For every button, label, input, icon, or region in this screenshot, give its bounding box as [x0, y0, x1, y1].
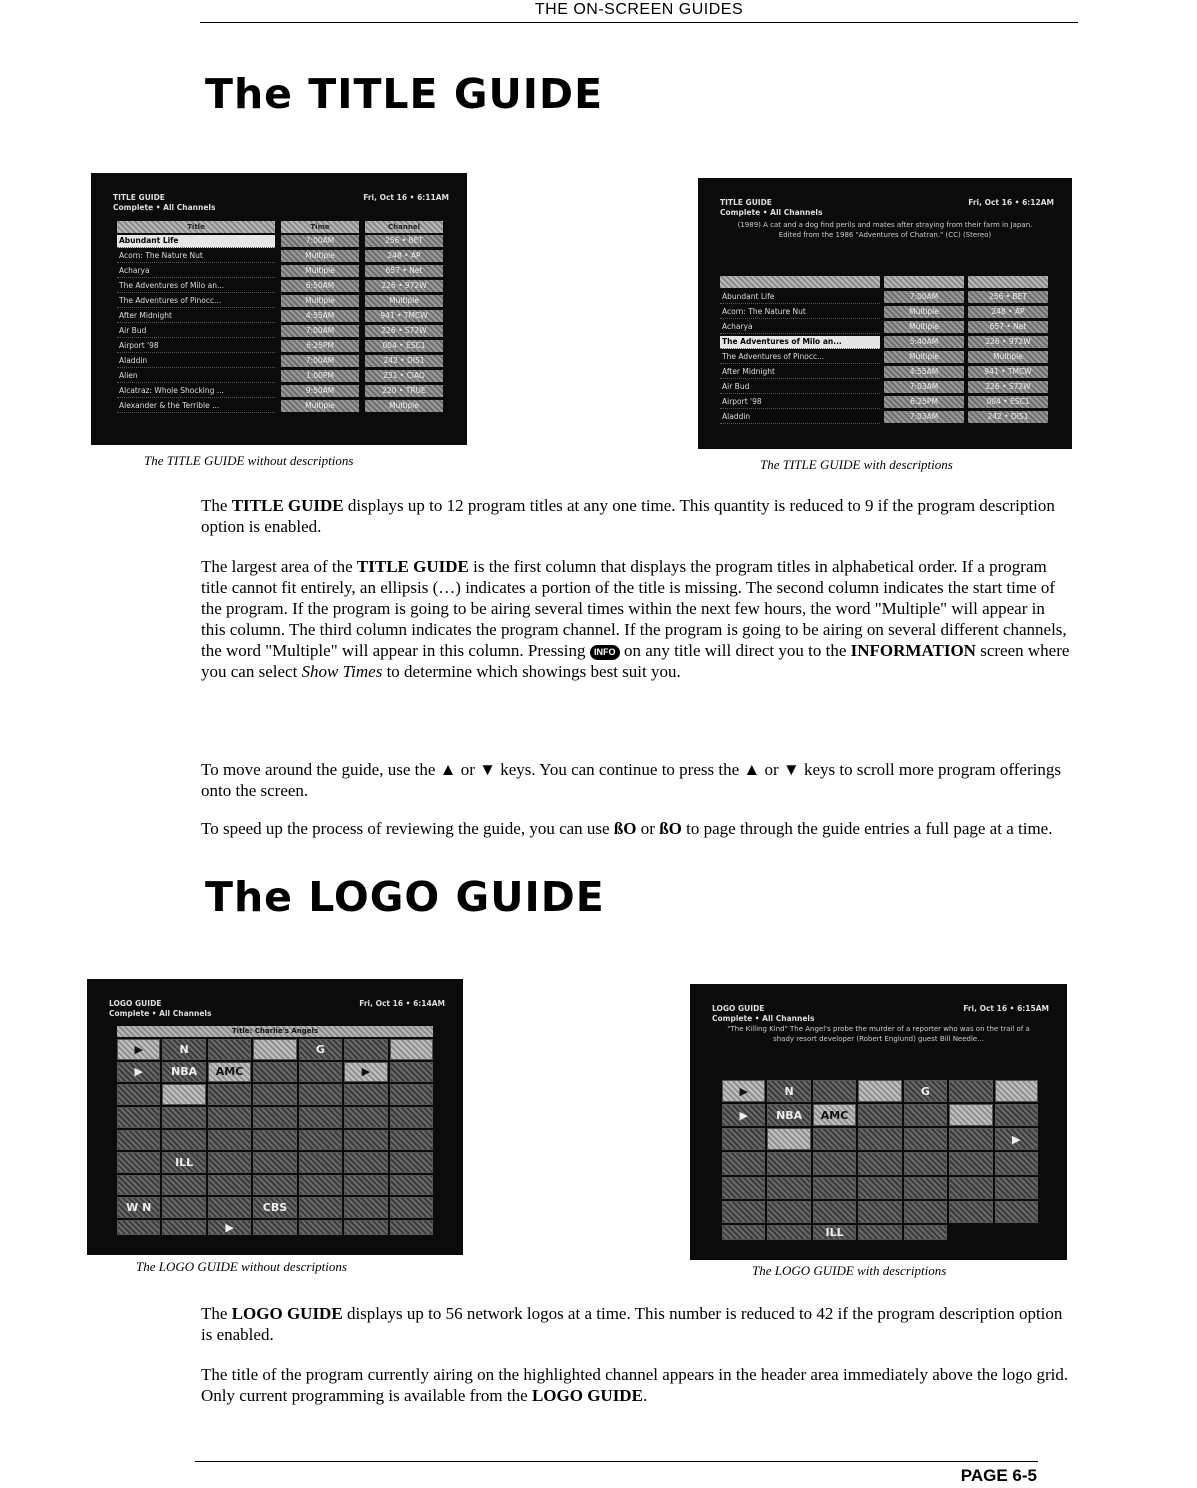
program-title-cell: After Midnight: [720, 366, 880, 379]
logo-guide-program-bar: Title: Charlie's Angels: [117, 1026, 433, 1037]
start-time-cell: 4:55AM: [281, 310, 359, 322]
network-logo-tile[interactable]: [390, 1152, 433, 1173]
guide-datetime: Fri, Oct 16 • 6:14AM: [359, 999, 445, 1008]
network-logo-tile[interactable]: [995, 1177, 1038, 1199]
network-logo-tile[interactable]: NBA: [767, 1104, 810, 1126]
network-logo-tile[interactable]: [253, 1107, 296, 1128]
network-logo-tile[interactable]: [208, 1175, 251, 1196]
network-logo-tile[interactable]: [949, 1080, 992, 1102]
channel-cell: 256 • BET: [968, 291, 1048, 303]
start-time-cell: 6:25PM: [884, 396, 964, 408]
caption-logo-with-desc: The LOGO GUIDE with descriptions: [752, 1263, 947, 1278]
network-logo-tile[interactable]: [162, 1130, 205, 1151]
program-title-cell: After Midnight: [117, 310, 275, 323]
network-logo-tile[interactable]: [253, 1130, 296, 1151]
network-logo-tile[interactable]: [344, 1107, 387, 1128]
program-title-cell: The Adventures of Milo an...: [720, 336, 880, 349]
table-row[interactable]: [698, 410, 1072, 424]
start-time-cell: 7:03AM: [884, 411, 964, 423]
channel-cell: 657 • Net: [365, 265, 443, 277]
network-logo-tile[interactable]: G: [299, 1039, 342, 1060]
network-logo-tile[interactable]: [299, 1062, 342, 1083]
network-logo-tile[interactable]: [208, 1197, 251, 1218]
logo-guide-screenshot-no-desc: [87, 979, 463, 1255]
network-logo-tile[interactable]: ▶: [995, 1128, 1038, 1150]
network-logo-tile[interactable]: [117, 1130, 160, 1151]
guide-subtitle: Complete • All Channels: [720, 208, 823, 217]
network-logo-tile[interactable]: [390, 1084, 433, 1105]
network-logo-tile[interactable]: [949, 1104, 992, 1126]
program-title-cell: Acharya: [720, 321, 880, 334]
network-logo-tile[interactable]: [208, 1084, 251, 1105]
network-logo-tile[interactable]: [299, 1152, 342, 1173]
network-logo-tile[interactable]: [858, 1177, 901, 1199]
network-logo-tile[interactable]: [767, 1225, 810, 1240]
channel-cell: 226 • 972W: [968, 336, 1048, 348]
channel-cell: 242 • DIS1: [968, 411, 1048, 423]
channel-cell: 220 • TRUE: [365, 385, 443, 397]
network-logo-tile[interactable]: [904, 1128, 947, 1150]
network-logo-tile[interactable]: [858, 1080, 901, 1102]
guide-title: LOGO GUIDE: [109, 999, 162, 1008]
network-logo-tile[interactable]: ▶: [344, 1062, 387, 1083]
guide-subtitle: Complete • All Channels: [109, 1009, 212, 1018]
paragraph-title-guide-4: To speed up the process of reviewing the guide, you can use ßO or ßO to page through the guide entries a full page at a time.: [201, 819, 1053, 838]
network-logo-tile[interactable]: [949, 1177, 992, 1199]
col-header-bar: [968, 276, 1048, 288]
network-logo-tile[interactable]: [722, 1128, 765, 1150]
network-logo-tile[interactable]: [767, 1201, 810, 1223]
table-row[interactable]: [91, 264, 467, 278]
up-arrow-icon: ▲: [439, 760, 457, 779]
paragraph-title-guide-3: To move around the guide, use the ▲ or ▼ keys. You can continue to press the ▲ or ▼ keys to scroll more program offerings onto the screen.: [201, 760, 1061, 800]
program-description: (1989) A cat and a dog find perils and mates after straying from their farm in Japan. Edited from the 1986 "Adventures of Chatran." (CC) (Stereo): [737, 221, 1033, 239]
network-logo-tile[interactable]: [722, 1177, 765, 1199]
network-logo-tile[interactable]: [162, 1175, 205, 1196]
start-time-cell: 7:00AM: [281, 355, 359, 367]
network-logo-tile[interactable]: [253, 1220, 296, 1235]
table-row[interactable]: [698, 365, 1072, 379]
network-logo-tile[interactable]: [162, 1084, 205, 1105]
program-title-cell: The Adventures of Milo an...: [117, 280, 275, 293]
channel-cell: 231 • CIAO: [365, 370, 443, 382]
page-down-key-icon: ßO: [659, 819, 682, 838]
start-time-cell: Multiple: [281, 250, 359, 262]
channel-cell: 004 • ESC1: [365, 340, 443, 352]
network-logo-tile[interactable]: [722, 1225, 765, 1240]
network-logo-tile[interactable]: [995, 1201, 1038, 1223]
network-logo-tile[interactable]: [858, 1128, 901, 1150]
network-logo-tile[interactable]: [344, 1152, 387, 1173]
network-logo-tile[interactable]: N: [767, 1080, 810, 1102]
network-logo-tile[interactable]: [995, 1104, 1038, 1126]
network-logo-tile[interactable]: [858, 1225, 901, 1240]
network-logo-tile[interactable]: [344, 1175, 387, 1196]
start-time-cell: 6:50AM: [281, 280, 359, 292]
network-logo-tile[interactable]: ▶: [208, 1220, 251, 1235]
program-title-cell: Alien: [117, 370, 275, 383]
program-title-cell: Aladdin: [720, 411, 880, 424]
program-title-cell: Abundant Life: [720, 291, 880, 304]
network-logo-tile[interactable]: [722, 1152, 765, 1174]
up-arrow-icon: ▲: [743, 760, 761, 779]
channel-cell: Multiple: [365, 295, 443, 307]
network-logo-tile[interactable]: [767, 1152, 810, 1174]
network-logo-tile[interactable]: [117, 1220, 160, 1235]
network-logo-tile[interactable]: [344, 1220, 387, 1235]
col-header-bar: [884, 276, 964, 288]
paragraph-logo-guide-2: The title of the program currently airing on the highlighted channel appears in the header area immediately above the logo grid. Only current programming is available from the LOGO GUIDE.: [201, 1365, 1069, 1405]
guide-title: LOGO GUIDE: [712, 1004, 765, 1013]
network-logo-tile[interactable]: [767, 1128, 810, 1150]
table-row[interactable]: [698, 350, 1072, 364]
table-row[interactable]: [91, 354, 467, 368]
network-logo-tile[interactable]: ▶: [117, 1039, 160, 1060]
network-logo-tile[interactable]: N: [162, 1039, 205, 1060]
network-logo-tile[interactable]: [390, 1062, 433, 1083]
table-row[interactable]: [91, 294, 467, 308]
running-header: THE ON-SCREEN GUIDES: [200, 0, 1078, 23]
program-title-cell: Alcatraz: Whole Shocking ...: [117, 385, 275, 398]
network-logo-tile[interactable]: [390, 1039, 433, 1060]
footer-rule: [195, 1461, 1038, 1462]
program-title-cell: Acorn: The Nature Nut: [720, 306, 880, 319]
title-guide-heading: The TITLE GUIDE: [205, 70, 604, 118]
network-logo-tile[interactable]: [299, 1130, 342, 1151]
network-logo-tile[interactable]: [117, 1152, 160, 1173]
program-title-cell: Abundant Life: [117, 235, 275, 248]
table-row[interactable]: [698, 290, 1072, 304]
network-logo-tile[interactable]: [344, 1197, 387, 1218]
start-time-cell: Multiple: [884, 351, 964, 363]
network-logo-tile[interactable]: ▶: [722, 1104, 765, 1126]
network-logo-tile[interactable]: [904, 1177, 947, 1199]
guide-subtitle: Complete • All Channels: [113, 203, 216, 212]
start-time-cell: Multiple: [884, 321, 964, 333]
network-logo-tile[interactable]: [813, 1201, 856, 1223]
program-title-cell: Acharya: [117, 265, 275, 278]
start-time-cell: 7:00AM: [884, 291, 964, 303]
logo-guide-heading: The LOGO GUIDE: [205, 873, 605, 921]
network-logo-tile[interactable]: ▶: [722, 1080, 765, 1102]
network-logo-tile[interactable]: [390, 1107, 433, 1128]
channel-cell: 226 • 972W: [365, 280, 443, 292]
channel-cell: Multiple: [365, 400, 443, 412]
table-row[interactable]: [91, 399, 467, 413]
paragraph-title-guide-1: The TITLE GUIDE displays up to 12 program titles at any one time. This quantity is reduced to 9 if the program description option is enabled.: [201, 496, 1055, 536]
network-logo-tile[interactable]: [949, 1201, 992, 1223]
network-logo-tile[interactable]: CBS: [253, 1197, 296, 1218]
network-logo-tile[interactable]: [949, 1128, 992, 1150]
network-logo-tile[interactable]: W N: [117, 1197, 160, 1218]
paragraph-logo-guide-1: The LOGO GUIDE displays up to 56 network logos at a time. This number is reduced to 42 if the program description option is enabled.: [201, 1304, 1063, 1344]
page-number: PAGE 6-5: [960, 1466, 1037, 1485]
guide-title: TITLE GUIDE: [113, 193, 165, 202]
channel-cell: 242 • DIS1: [365, 355, 443, 367]
network-logo-tile[interactable]: [253, 1062, 296, 1083]
network-logo-tile[interactable]: [344, 1084, 387, 1105]
info-button-icon: INFO: [590, 645, 620, 660]
start-time-cell: 4:55AM: [884, 366, 964, 378]
network-logo-tile[interactable]: [767, 1177, 810, 1199]
guide-title: TITLE GUIDE: [720, 198, 772, 207]
table-row[interactable]: [91, 369, 467, 383]
network-logo-tile[interactable]: [390, 1197, 433, 1218]
start-time-cell: Multiple: [281, 400, 359, 412]
program-title-cell: The Adventures of Pinocc...: [117, 295, 275, 308]
program-title-cell: Aladdin: [117, 355, 275, 368]
table-row[interactable]: [698, 380, 1072, 394]
network-logo-tile[interactable]: [253, 1039, 296, 1060]
network-logo-tile[interactable]: [117, 1175, 160, 1196]
col-header-time: Time: [281, 221, 359, 233]
start-time-cell: 6:25PM: [281, 340, 359, 352]
network-logo-tile[interactable]: [813, 1128, 856, 1150]
program-description: "The Killing Kind" The Angel's probe the murder of a reporter who was on the trail of a shady resort developer (Robert Englund) guest Bill Needle...: [727, 1025, 1030, 1043]
program-title-cell: Air Bud: [117, 325, 275, 338]
network-logo-tile[interactable]: AMC: [208, 1062, 251, 1083]
table-row[interactable]: [698, 305, 1072, 319]
network-logo-tile[interactable]: [904, 1152, 947, 1174]
network-logo-tile[interactable]: [162, 1220, 205, 1235]
network-logo-tile[interactable]: [858, 1104, 901, 1126]
channel-cell: 248 • AP: [968, 306, 1048, 318]
network-logo-tile[interactable]: [299, 1175, 342, 1196]
program-title-cell: Acorn: The Nature Nut: [117, 250, 275, 263]
network-logo-tile[interactable]: [208, 1152, 251, 1173]
table-row[interactable]: [91, 249, 467, 263]
program-title-cell: Air Bud: [720, 381, 880, 394]
table-row[interactable]: [91, 279, 467, 293]
col-header-title: Title: [117, 221, 275, 233]
network-logo-tile[interactable]: [995, 1152, 1038, 1174]
network-logo-tile[interactable]: [253, 1152, 296, 1173]
table-row[interactable]: [91, 324, 467, 338]
caption-title-with-desc: The TITLE GUIDE with descriptions: [760, 457, 953, 472]
channel-cell: 657 • Net: [968, 321, 1048, 333]
network-logo-tile[interactable]: [722, 1201, 765, 1223]
network-logo-tile[interactable]: [208, 1130, 251, 1151]
start-time-cell: Multiple: [884, 306, 964, 318]
network-logo-tile[interactable]: [299, 1084, 342, 1105]
table-row[interactable]: [698, 320, 1072, 334]
table-row[interactable]: [698, 335, 1072, 349]
start-time-cell: Multiple: [281, 295, 359, 307]
table-row[interactable]: [698, 395, 1072, 409]
table-row[interactable]: [91, 234, 467, 248]
network-logo-tile[interactable]: [904, 1201, 947, 1223]
table-row[interactable]: [91, 309, 467, 323]
col-header-bar: [720, 276, 880, 288]
channel-cell: 226 • S72W: [968, 381, 1048, 393]
network-logo-tile[interactable]: AMC: [813, 1104, 856, 1126]
network-logo-tile[interactable]: G: [904, 1080, 947, 1102]
page-up-key-icon: ßO: [613, 819, 637, 838]
network-logo-tile[interactable]: [949, 1152, 992, 1174]
network-logo-tile[interactable]: [858, 1152, 901, 1174]
network-logo-tile[interactable]: [813, 1080, 856, 1102]
logo-guide-screenshot-with-desc: [690, 984, 1067, 1260]
channel-cell: 248 • AP: [365, 250, 443, 262]
network-logo-tile[interactable]: [344, 1039, 387, 1060]
network-logo-tile[interactable]: [299, 1107, 342, 1128]
start-time-cell: 7:00AM: [281, 235, 359, 247]
network-logo-tile[interactable]: [858, 1201, 901, 1223]
network-logo-tile[interactable]: ILL: [813, 1225, 856, 1240]
caption-logo-no-desc: The LOGO GUIDE without descriptions: [136, 1259, 347, 1274]
network-logo-tile[interactable]: [995, 1080, 1038, 1102]
network-logo-tile[interactable]: [117, 1084, 160, 1105]
network-logo-tile[interactable]: [162, 1197, 205, 1218]
logo-grid: [722, 1080, 1038, 1240]
caption-title-no-desc: The TITLE GUIDE without descriptions: [144, 453, 354, 468]
network-logo-tile[interactable]: [117, 1107, 160, 1128]
table-row[interactable]: [91, 384, 467, 398]
network-logo-tile[interactable]: [253, 1175, 296, 1196]
guide-datetime: Fri, Oct 16 • 6:12AM: [968, 198, 1054, 207]
channel-cell: Multiple: [968, 351, 1048, 363]
start-time-cell: Multiple: [281, 265, 359, 277]
network-logo-tile[interactable]: [162, 1107, 205, 1128]
down-arrow-icon: ▼: [479, 760, 496, 779]
channel-cell: 226 • S72W: [365, 325, 443, 337]
network-logo-tile[interactable]: [390, 1130, 433, 1151]
start-time-cell: 9:50AM: [281, 385, 359, 397]
guide-datetime: Fri, Oct 16 • 6:11AM: [363, 193, 449, 202]
network-logo-tile[interactable]: [390, 1220, 433, 1235]
network-logo-tile[interactable]: [813, 1152, 856, 1174]
network-logo-tile[interactable]: [299, 1220, 342, 1235]
start-time-cell: 1:00PM: [281, 370, 359, 382]
network-logo-tile[interactable]: [299, 1197, 342, 1218]
network-logo-tile[interactable]: [904, 1104, 947, 1126]
channel-cell: 004 • ESC1: [968, 396, 1048, 408]
program-title-cell: The Adventures of Pinocc...: [720, 351, 880, 364]
paragraph-title-guide-2: The largest area of the TITLE GUIDE is the first column that displays the program titles in alphabetical order. If a program title cannot fit entirely, an ellipsis (…) indicates a portion of the title is missing. The second column indicates the start time of the program. If the program is going to be airing several times within the next few hours, the word "Multiple" will appear in this column. The third column indicates the program channel. If the program is going to be airing on several different channels, the word "Multiple" will appear in this column. Pressing INFO on any title will direct you to the INFORMATION screen where you can select Show Times to determine which showings best suit you.: [201, 557, 1070, 681]
start-time-cell: 7:00AM: [281, 325, 359, 337]
down-arrow-icon: ▼: [782, 760, 800, 779]
col-header-channel: Channel: [365, 221, 443, 233]
network-logo-tile[interactable]: [208, 1107, 251, 1128]
guide-datetime: Fri, Oct 16 • 6:15AM: [963, 1004, 1049, 1013]
channel-cell: 256 • BET: [365, 235, 443, 247]
program-title-cell: Airport '98: [117, 340, 275, 353]
network-logo-tile[interactable]: ILL: [162, 1152, 205, 1173]
logo-grid: [117, 1039, 433, 1235]
start-time-cell: 5:40AM: [884, 336, 964, 348]
program-title-cell: Airport '98: [720, 396, 880, 409]
table-row[interactable]: [91, 339, 467, 353]
network-logo-tile[interactable]: [813, 1177, 856, 1199]
network-logo-tile[interactable]: [390, 1175, 433, 1196]
network-logo-tile[interactable]: [344, 1130, 387, 1151]
title-guide-screenshot-with-desc: [698, 178, 1072, 449]
network-logo-tile[interactable]: [253, 1084, 296, 1105]
guide-subtitle: Complete • All Channels: [712, 1014, 815, 1023]
channel-cell: 941 • TMCW: [365, 310, 443, 322]
network-logo-tile[interactable]: ▶: [117, 1062, 160, 1083]
start-time-cell: 7:03AM: [884, 381, 964, 393]
title-guide-screenshot-no-desc: [91, 173, 467, 445]
network-logo-tile[interactable]: NBA: [162, 1062, 205, 1083]
network-logo-tile[interactable]: [904, 1225, 947, 1240]
channel-cell: 941 • TMCW: [968, 366, 1048, 378]
program-title-cell: Alexander & the Terrible ...: [117, 400, 275, 413]
network-logo-tile[interactable]: [208, 1039, 251, 1060]
